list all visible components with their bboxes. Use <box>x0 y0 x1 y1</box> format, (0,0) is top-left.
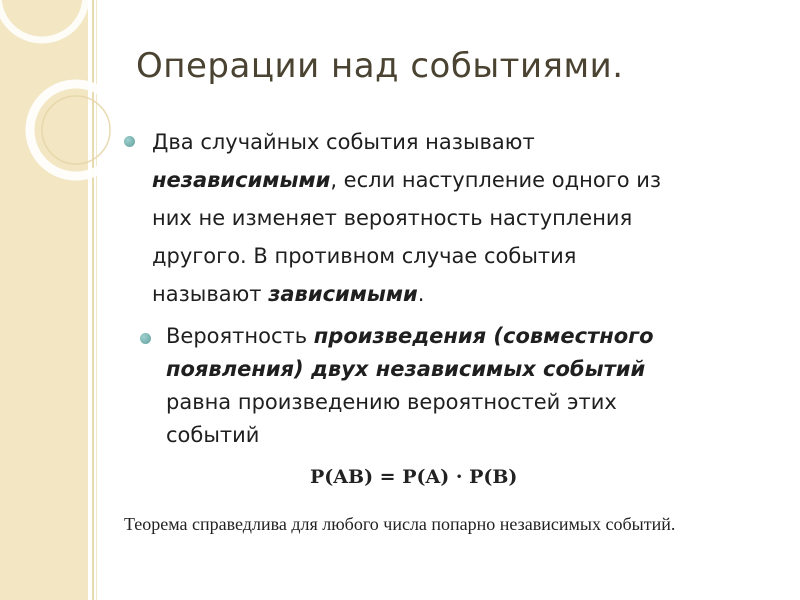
decorative-ring-inner <box>42 96 110 164</box>
term-product: произведения (совместного <box>313 324 654 348</box>
term-independent: независимыми <box>152 168 331 192</box>
decorative-rings <box>0 0 140 240</box>
bullet2-line1-text: Вероятность <box>166 324 314 348</box>
bullet-icon <box>140 333 151 344</box>
bullet1-line4: другого. В противном случае события <box>152 244 577 268</box>
bullet1-period: . <box>417 282 425 306</box>
bullet-product-probability <box>166 320 796 452</box>
bullet2-line1 <box>166 320 796 353</box>
bullet2-line2: появления) двух независимых событий <box>166 357 646 381</box>
slide-title: Операции над событиями. <box>136 46 624 86</box>
bullet-icon <box>124 136 135 147</box>
bullet1-line5-text: называют <box>152 282 269 306</box>
bullet1-line5 <box>152 275 792 313</box>
theorem-note: Теорема справедлива для любого числа попарно независимых событий. <box>124 514 676 534</box>
bullet2-line4: событий <box>166 423 260 447</box>
bullet1-line2 <box>152 161 792 199</box>
probability-formula: P(AB) = P(A) · P(B) <box>310 466 518 488</box>
bullet1-line2-text: , если наступление одного из <box>330 168 662 192</box>
bullet2-line3: равна произведению вероятностей этих <box>166 390 617 414</box>
term-dependent: зависимыми <box>268 282 418 306</box>
bullet-independent-events <box>152 123 792 313</box>
decorative-ring-middle <box>30 84 122 176</box>
decorative-ring-top <box>0 0 86 40</box>
bullet1-line1: Два случайных события называют <box>152 130 535 154</box>
bullet1-line3: них не изменяет вероятность наступления <box>152 206 633 230</box>
